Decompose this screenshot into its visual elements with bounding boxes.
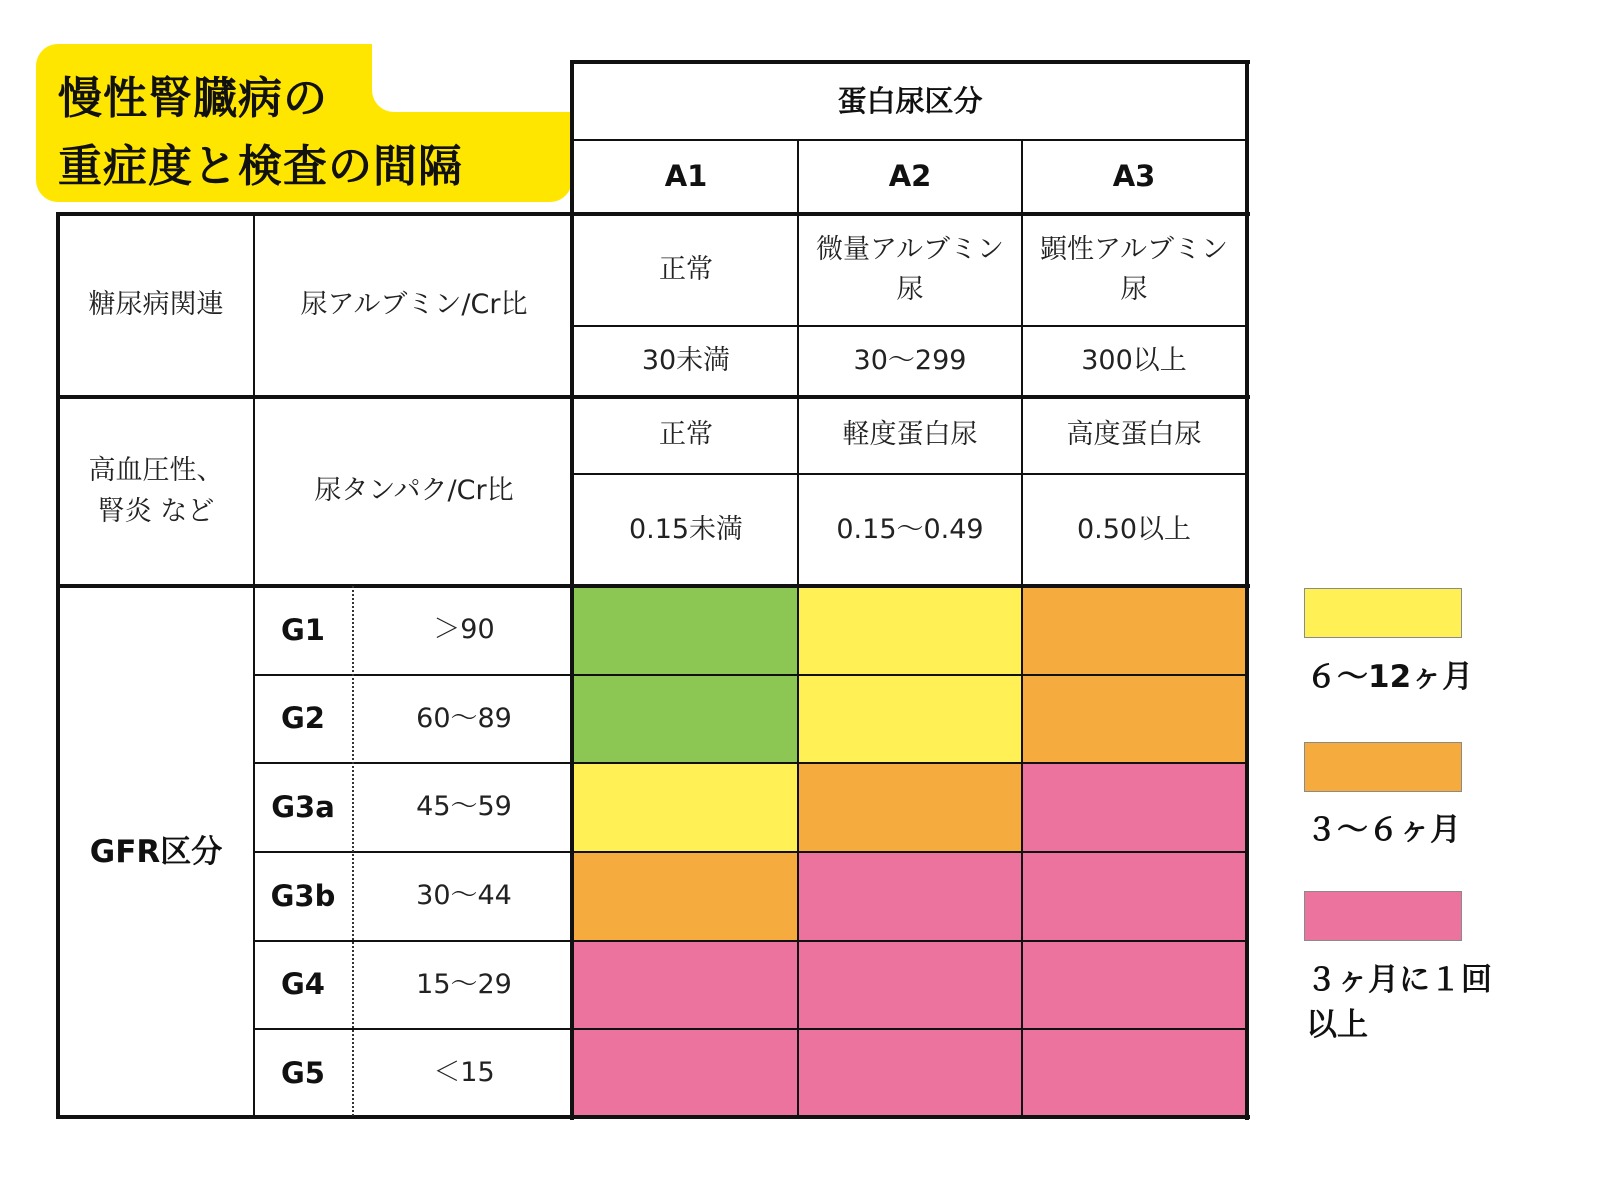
severity-cell-g1-a1 — [574, 586, 798, 676]
severity-cell-g4-a3 — [1022, 941, 1246, 1031]
hypertension-value-a1: 0.15未満 — [628, 513, 744, 545]
hypertension-value-a3: 0.50以上 — [1076, 513, 1192, 545]
legend-swatch-orange — [1304, 742, 1462, 792]
hypertension-value-a2: 0.15～0.49 — [836, 513, 984, 545]
legend-label-yellow: ６～12ヶ月 — [1306, 659, 1474, 695]
legend-swatch-yellow — [1304, 588, 1462, 638]
diabetes-value-a1: 30未満 — [641, 345, 731, 377]
proteinuria-category-header: 蛋白尿区分 — [837, 84, 983, 119]
legend-label-orange: ３～６ヶ月 — [1306, 812, 1461, 848]
severity-cell-g2-a1 — [574, 675, 798, 765]
severity-cell-g5-a2 — [798, 1029, 1022, 1119]
page-title-line-2: 重症度と検査の間隔 — [58, 141, 463, 192]
gfr-range-g1: ＞90 — [433, 614, 495, 646]
column-header-a1: A1 — [664, 159, 708, 194]
page-title-line-1: 慢性腎臓病の — [58, 73, 328, 124]
gfr-range-g4: 15～29 — [416, 968, 512, 1000]
diabetes-category-a2: 微量アルブミン 尿 — [816, 233, 1004, 305]
severity-cell-g3b-a1 — [574, 852, 798, 942]
gfr-range-g3b: 30～44 — [416, 880, 512, 912]
severity-cell-g5-a3 — [1022, 1029, 1246, 1119]
severity-cell-g3b-a3 — [1022, 852, 1246, 942]
severity-cell-g2-a3 — [1022, 675, 1246, 765]
gfr-stage-g3b: G3b — [270, 878, 336, 913]
severity-cell-g3a-a2 — [798, 763, 1022, 853]
column-header-a2: A2 — [888, 159, 932, 194]
legend-label-pink: ３ヶ月に１回 以上 — [1306, 962, 1492, 1043]
gfr-stage-g2: G2 — [281, 701, 325, 736]
gfr-range-g3a: 45～59 — [416, 791, 512, 823]
gfr-range-g2: 60～89 — [416, 702, 512, 734]
hypertension-category-a2: 軽度蛋白尿 — [842, 419, 978, 451]
severity-cell-g1-a3 — [1022, 586, 1246, 676]
column-header-a3: A3 — [1112, 159, 1156, 194]
hypertension-category-a3: 高度蛋白尿 — [1066, 419, 1202, 451]
gfr-category-label: GFR区分 — [89, 833, 223, 870]
severity-cell-g4-a2 — [798, 941, 1022, 1031]
gfr-range-g5: ＜15 — [433, 1057, 495, 1089]
gfr-stage-g5: G5 — [281, 1055, 325, 1090]
diabetes-category-a1: 正常 — [659, 253, 713, 285]
severity-cell-g3a-a3 — [1022, 763, 1246, 853]
severity-cell-g4-a1 — [574, 941, 798, 1031]
gfr-stage-g1: G1 — [281, 612, 325, 647]
severity-cell-g5-a1 — [574, 1029, 798, 1119]
legend-swatch-pink — [1304, 891, 1462, 941]
diabetes-value-a3: 300以上 — [1081, 345, 1187, 377]
gfr-stage-g4: G4 — [281, 967, 325, 1002]
severity-cell-g1-a2 — [798, 586, 1022, 676]
albumin-ratio-label: 尿アルブミン/Cr比 — [300, 289, 528, 321]
diabetes-category-a3: 顕性アルブミン 尿 — [1040, 233, 1228, 305]
hypertension-row-label: 高血圧性、 腎炎 など — [88, 455, 224, 527]
diabetes-row-label: 糖尿病関連 — [88, 289, 224, 321]
diabetes-value-a2: 30～299 — [853, 345, 967, 377]
severity-cell-g3a-a1 — [574, 763, 798, 853]
protein-ratio-label: 尿タンパク/Cr比 — [314, 475, 514, 507]
gfr-stage-g3a: G3a — [271, 789, 335, 824]
severity-cell-g3b-a2 — [798, 852, 1022, 942]
hypertension-category-a1: 正常 — [659, 419, 713, 451]
severity-cell-g2-a2 — [798, 675, 1022, 765]
